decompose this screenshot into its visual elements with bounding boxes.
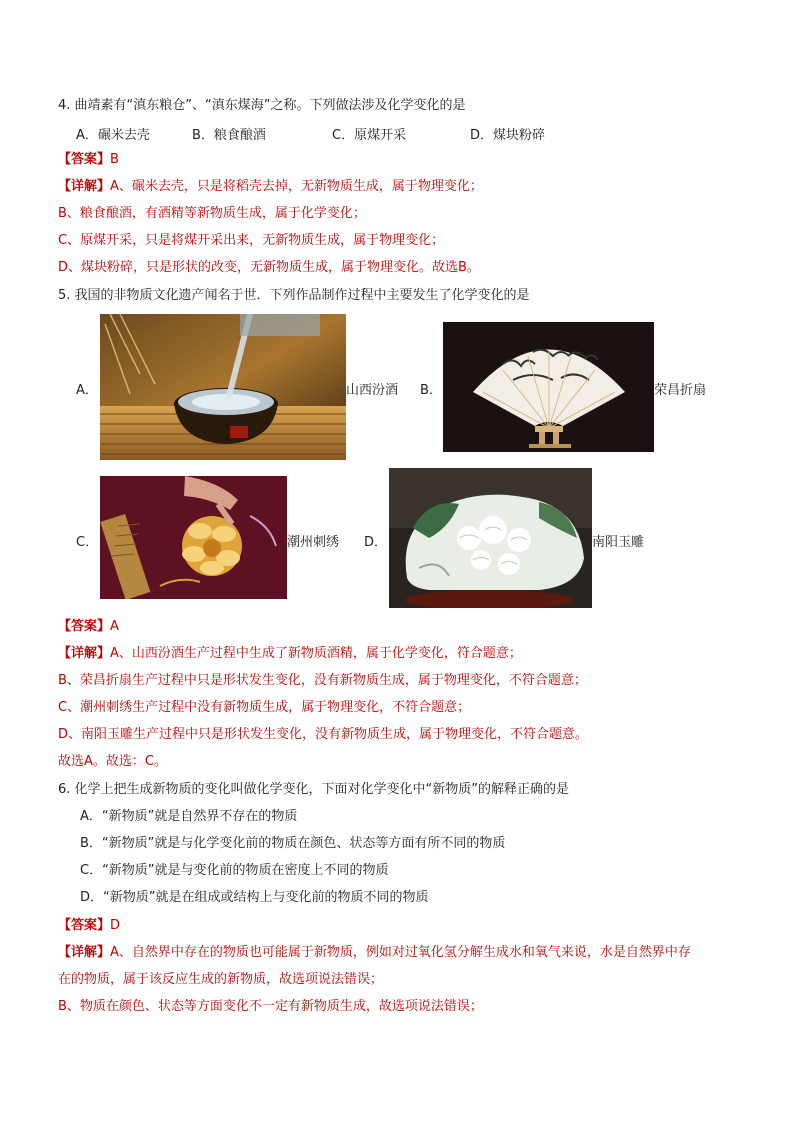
q6-answer	[58, 917, 120, 935]
folding-fan-image	[443, 322, 654, 452]
detail-text: A、碾米去壳，只是将稻壳去掉，无新物质生成，属于物理变化；	[110, 179, 483, 194]
answer-value: B	[110, 152, 119, 167]
q4-detail-4: D、煤块粉碎，只是形状的改变，无新物质生成，属于物理变化。故选B。	[58, 260, 480, 275]
q6-option-d: D．“新物质”就是在组成或结构上与变化前的物质不同的物质	[80, 890, 429, 905]
answer-value: D	[110, 918, 121, 933]
detail-tag: 【详解】	[58, 945, 111, 960]
q6-option-b: B．“新物质”就是与化学变化前的物质在颜色、状态等方面有所不同的物质	[80, 836, 506, 851]
answer-value: A	[110, 619, 119, 634]
q5-detail-5: 故选A。故选：C。	[58, 754, 167, 769]
q5-detail-1	[58, 645, 522, 663]
q5-stem: 5. 我国的非物质文化遗产闻名于世．下列作品制作过程中主要发生了化学变化的是	[58, 288, 530, 303]
q6-detail-3: B、物质在颜色、状态等方面变化不一定有新物质生成，故选项说法错误；	[58, 999, 483, 1014]
answer-tag: 【答案】	[58, 918, 111, 933]
liquor-bowl-image	[100, 314, 346, 460]
detail-tag: 【详解】	[58, 179, 111, 194]
detail-tag: 【详解】	[58, 646, 111, 661]
q5-option-c-caption: 潮州刺绣	[287, 535, 340, 550]
q4-option-a: A．碾米去壳	[76, 128, 150, 143]
detail-text: A、自然界中存在的物质也可能属于新物质，例如对过氧化氢分解生成水和氧气来说，水是自然界中存	[110, 945, 691, 960]
q5-detail-4: D、南阳玉雕生产过程中只是形状发生变化，没有新物质生成，属于物理变化，不符合题意。	[58, 727, 589, 742]
q6-option-a: A．“新物质”就是自然界不存在的物质	[80, 809, 298, 824]
embroidery-image	[100, 476, 287, 599]
q5-option-c-letter: C．	[76, 535, 99, 550]
q4-detail-1	[58, 178, 483, 196]
q5-option-d-letter: D．	[364, 535, 388, 550]
q5-option-b-caption: 荣昌折扇	[654, 383, 707, 398]
answer-tag: 【答案】	[58, 619, 111, 634]
q6-detail-1	[58, 944, 691, 962]
q5-answer	[58, 618, 119, 636]
q5-detail-2: B、荣昌折扇生产过程中只是形状发生变化，没有新物质生成，属于物理变化，不符合题意；	[58, 673, 587, 688]
q4-detail-3: C、原煤开采，只是将煤开采出来，无新物质生成，属于物理变化；	[58, 233, 445, 248]
q5-option-b-letter: B．	[420, 383, 442, 398]
q6-stem: 6. 化学上把生成新物质的变化叫做化学变化，下面对化学变化中“新物质”的解释正确的是	[58, 782, 570, 797]
q4-option-b: B．粮食酿酒	[192, 128, 266, 143]
q5-detail-3: C、潮州刺绣生产过程中没有新物质生成，属于物理变化，不符合题意；	[58, 700, 471, 715]
q4-stem: 4. 曲靖素有“滇东粮仓”、“滇东煤海”之称。下列做法涉及化学变化的是	[58, 98, 466, 113]
jade-carving-image	[389, 468, 592, 608]
detail-text: A、山西汾酒生产过程中生成了新物质酒精，属于化学变化，符合题意；	[110, 646, 522, 661]
answer-tag: 【答案】	[58, 152, 111, 167]
q5-option-d-caption: 南阳玉雕	[592, 535, 645, 550]
q5-option-a-letter: A．	[76, 383, 98, 398]
q6-detail-2: 在的物质，属于该反应生成的新物质，故选项说法错误；	[58, 972, 384, 987]
q4-detail-2: B、粮食酿酒，有酒精等新物质生成，属于化学变化；	[58, 206, 366, 221]
q4-option-c: C．原煤开采	[332, 128, 407, 143]
q4-answer	[58, 151, 119, 169]
q4-option-d: D．煤块粉碎	[470, 128, 546, 143]
q5-option-a-caption: 山西汾酒	[346, 383, 399, 398]
q6-option-c: C．“新物质”就是与变化前的物质在密度上不同的物质	[80, 863, 389, 878]
